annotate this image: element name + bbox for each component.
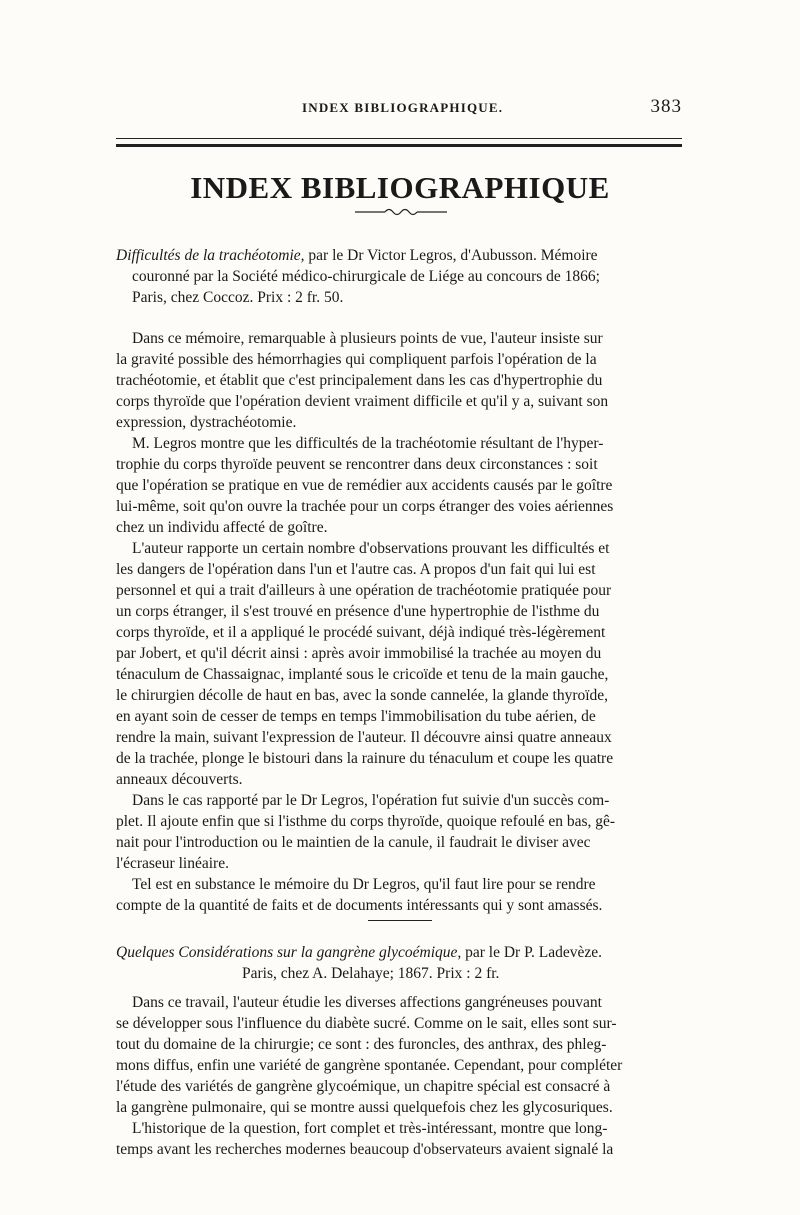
body-line: tout du domaine de la chirurgie; ce sont : des furoncles, des anthrax, des phleg- <box>116 1036 607 1053</box>
body-line: par Jobert, et qu'il décrit ainsi : après avoir immobilisé la trachée au moyen du <box>116 645 602 662</box>
entry1-head-line2: couronné par la Société médico-chirurgicale de Liége au concours de 1866; <box>132 268 600 285</box>
entry2-head-line2: Paris, chez A. Delahaye; 1867. Prix : 2 fr. <box>242 965 500 982</box>
body-line: personnel et qui a trait d'ailleurs à une opération de trachéotomie pratiquée pour <box>116 582 612 599</box>
entry1-head-line1 <box>116 245 682 266</box>
body-line: lui-même, soit qu'on ouvre la trachée pour un corps étranger des voies aériennes <box>116 498 614 515</box>
ornament-divider <box>355 205 447 219</box>
body-line: Dans ce travail, l'auteur étudie les diverses affections gangréneuses pouvant <box>132 994 602 1011</box>
body-line: trachéotomie, et établit que c'est principalement dans les cas d'hypertrophie du <box>116 372 603 389</box>
section-separator <box>368 920 432 921</box>
header-rule <box>116 138 682 147</box>
body-line: se développer sous l'influence du diabète sucré. Comme on le sait, elles sont sur- <box>116 1015 617 1032</box>
entry2-title: Quelques Considérations sur la gangrène glycoémique, <box>116 944 462 961</box>
body-line: temps avant les recherches modernes beaucoup d'observateurs avaient signalé la <box>116 1141 614 1158</box>
body-line: rendre la main, suivant l'expression de l'auteur. Il découvre ainsi quatre anneaux <box>116 729 612 746</box>
body-line: le chirurgien décolle de haut en bas, avec la sonde cannelée, la glande thyroïde, <box>116 687 609 704</box>
body-line: Tel est en substance le mémoire du Dr Legros, qu'il faut lire pour se rendre <box>132 876 596 893</box>
entry1-title: Difficultés de la trachéotomie, <box>116 247 305 264</box>
entry1-heading <box>116 245 682 308</box>
running-head-title: INDEX BIBLIOGRAPHIQUE. <box>302 100 504 115</box>
body-line: Dans le cas rapporté par le Dr Legros, l'opération fut suivie d'un succès com- <box>132 792 610 809</box>
body-line: corps thyroïde, et il a appliqué le procédé suivant, déjà indiqué très-légèrement <box>116 624 606 641</box>
page-number: 383 <box>650 96 682 117</box>
page-title: INDEX BIBLIOGRAPHIQUE <box>190 170 610 205</box>
body-line: l'écraseur linéaire. <box>116 855 229 872</box>
entry1-head-text: par le Dr Victor Legros, d'Aubusson. Mémoire <box>308 247 598 264</box>
body-line: un corps étranger, il s'est trouvé en présence d'une hypertrophie de l'isthme du <box>116 603 600 620</box>
entry1-body <box>116 328 682 916</box>
body-line: L'auteur rapporte un certain nombre d'observations prouvant les difficultés et <box>132 540 610 557</box>
body-line: en ayant soin de cesser de temps en temps l'immobilisation du tube aérien, de <box>116 708 596 725</box>
body-line: la gangrène pulmonaire, qui se montre aussi quelquefois chez les glycosuriques. <box>116 1099 613 1116</box>
body-line: que l'opération se pratique en vue de remédier aux accidents causés par le goître <box>116 477 613 494</box>
body-line: expression, dystrachéotomie. <box>116 414 297 431</box>
body-line: L'historique de la question, fort complet et très-intéressant, montre que long- <box>132 1120 608 1137</box>
entry2-head-line1 <box>116 942 682 963</box>
body-line: chez un individu affecté de goître. <box>116 519 328 536</box>
entry2-head-text: par le Dr P. Ladevèze. <box>465 944 602 961</box>
body-line: plet. Il ajoute enfin que si l'isthme du corps thyroïde, quoique refoulé en bas, gê- <box>116 813 616 830</box>
body-line: trophie du corps thyroïde peuvent se rencontrer dans deux circonstances : soit <box>116 456 598 473</box>
body-line: de la trachée, plonge le bistouri dans la rainure du ténaculum et coupe les quatre <box>116 750 614 767</box>
body-line: compte de la quantité de faits et de documents intéressants qui y sont amassés. <box>116 897 603 914</box>
body-line: anneaux découverts. <box>116 771 243 788</box>
body-line: l'étude des variétés de gangrène glycoémique, un chapitre spécial est consacré à <box>116 1078 611 1095</box>
body-line: mons diffus, enfin une variété de gangrène spontanée. Cependant, pour compléter <box>116 1057 623 1074</box>
entry1-head-line3: Paris, chez Coccoz. Prix : 2 fr. 50. <box>132 289 344 306</box>
entry2-heading <box>116 942 682 984</box>
body-line: la gravité possible des hémorrhagies qui compliquent parfois l'opération de la <box>116 351 597 368</box>
body-line: les dangers de l'opération dans l'un et l'autre cas. A propos d'un fait qui lui est <box>116 561 596 578</box>
body-line: nait pour l'introduction ou le maintien de la canule, il faudrait le diviser avec <box>116 834 591 851</box>
body-line: ténaculum de Chassaignac, implanté sous le cricoïde et tenu de la main gauche, <box>116 666 609 683</box>
entry2-body <box>116 992 682 1160</box>
body-line: M. Legros montre que les difficultés de la trachéotomie résultant de l'hyper- <box>132 435 604 452</box>
body-line: corps thyroïde que l'opération devient vraiment difficile et qu'il y a, suivant son <box>116 393 609 410</box>
body-line: Dans ce mémoire, remarquable à plusieurs points de vue, l'auteur insiste sur <box>132 330 603 347</box>
